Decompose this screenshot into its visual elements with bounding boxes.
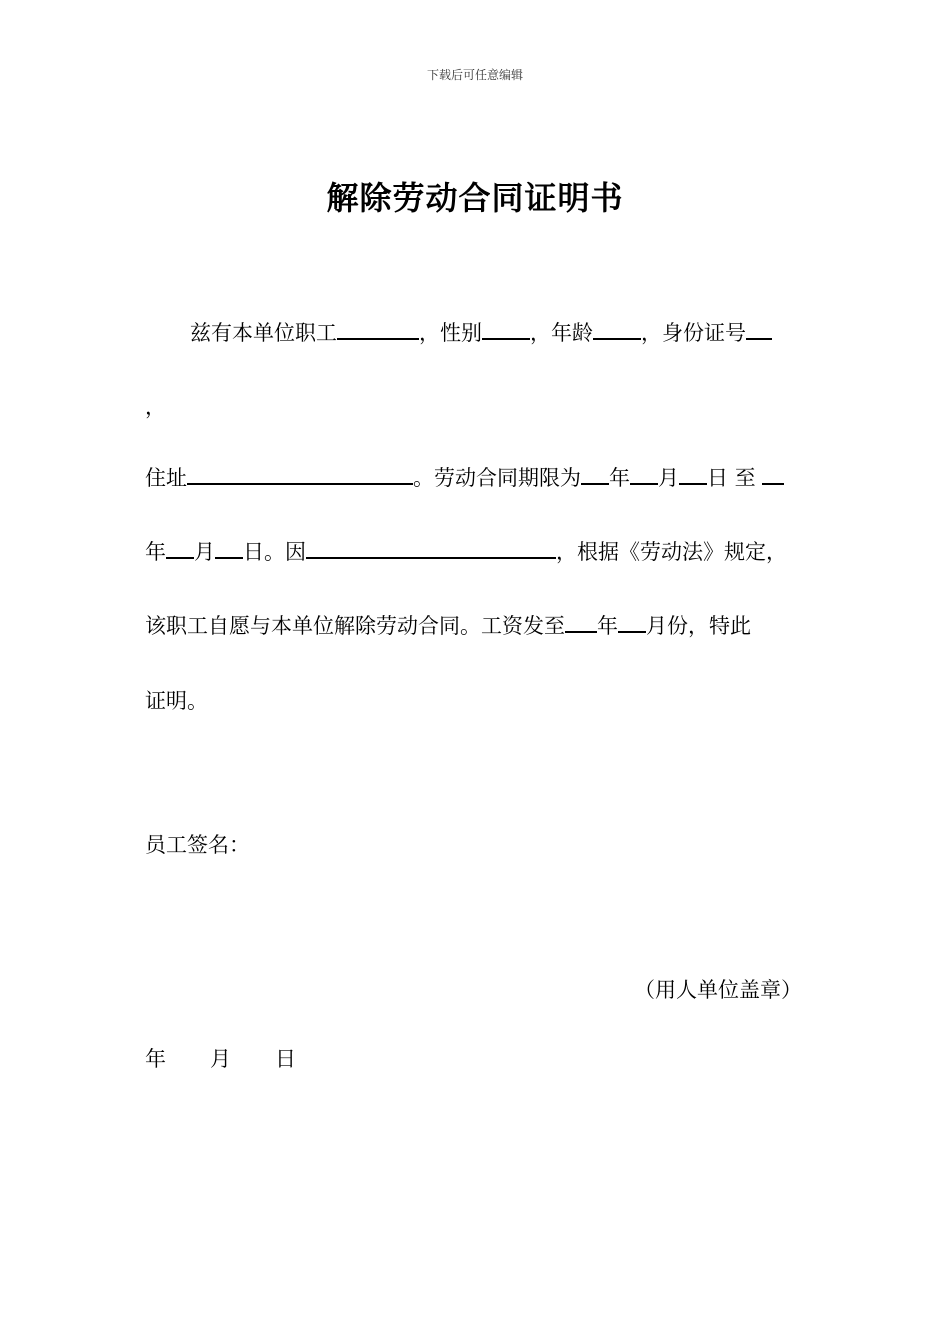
line4-text-a: 年 (145, 540, 166, 564)
date-day: 日 (275, 1047, 296, 1071)
date-month: 月 (210, 1047, 231, 1071)
line1-text-b: ，性别 (419, 321, 482, 345)
name-blank[interactable] (337, 318, 419, 340)
line5-text-a: 该职工自愿与本单位解除劳动合同。工资发至 (145, 614, 565, 638)
body-line-4 (145, 537, 787, 567)
line5-text-c: 月份，特此 (646, 614, 751, 638)
line4-text-b: 月 (194, 540, 215, 564)
line1-text-c: ，年龄 (530, 321, 593, 345)
salary-year-blank[interactable] (565, 611, 597, 633)
start-day-blank[interactable] (679, 463, 707, 485)
date-year: 年 (145, 1047, 166, 1071)
body-line-3 (145, 463, 784, 493)
line1-text-d: ，身份证号 (641, 321, 746, 345)
header-note: 下载后可任意编辑 (426, 68, 523, 82)
id-number-blank[interactable] (746, 318, 772, 340)
line3-text-c: 年 (609, 466, 630, 490)
body-line-1 (190, 318, 772, 348)
line6-text-a: 证明。 (145, 689, 208, 713)
address-blank[interactable] (187, 463, 413, 485)
start-month-blank[interactable] (630, 463, 658, 485)
date-line (145, 1043, 296, 1073)
salary-month-blank[interactable] (618, 611, 646, 633)
reason-blank[interactable] (306, 537, 556, 559)
line3-text-b: 。劳动合同期限为 (413, 466, 581, 490)
line4-text-d: ，根据《劳动法》规定， (556, 540, 787, 564)
line1-text-a: 兹有本单位职工 (190, 321, 337, 345)
body-line-5 (145, 611, 751, 641)
line5-text-b: 年 (597, 614, 618, 638)
line2-text-a: ， (145, 395, 166, 419)
body-line-2 (145, 392, 166, 422)
end-year-blank[interactable] (762, 463, 784, 485)
end-day-blank[interactable] (215, 537, 243, 559)
age-blank[interactable] (593, 318, 641, 340)
end-month-blank[interactable] (166, 537, 194, 559)
gender-blank[interactable] (482, 318, 530, 340)
start-year-blank[interactable] (581, 463, 609, 485)
line3-text-e: 日 至 (707, 466, 763, 490)
line3-text-d: 月 (658, 466, 679, 490)
line3-text-a: 住址 (145, 466, 187, 490)
document-title: 解除劳动合同证明书 (326, 179, 624, 217)
signature-label: 员工签名： (145, 833, 250, 857)
stamp-note: （用人单位盖章） (634, 978, 802, 1002)
line4-text-c: 日。因 (243, 540, 306, 564)
body-line-6 (145, 686, 208, 716)
